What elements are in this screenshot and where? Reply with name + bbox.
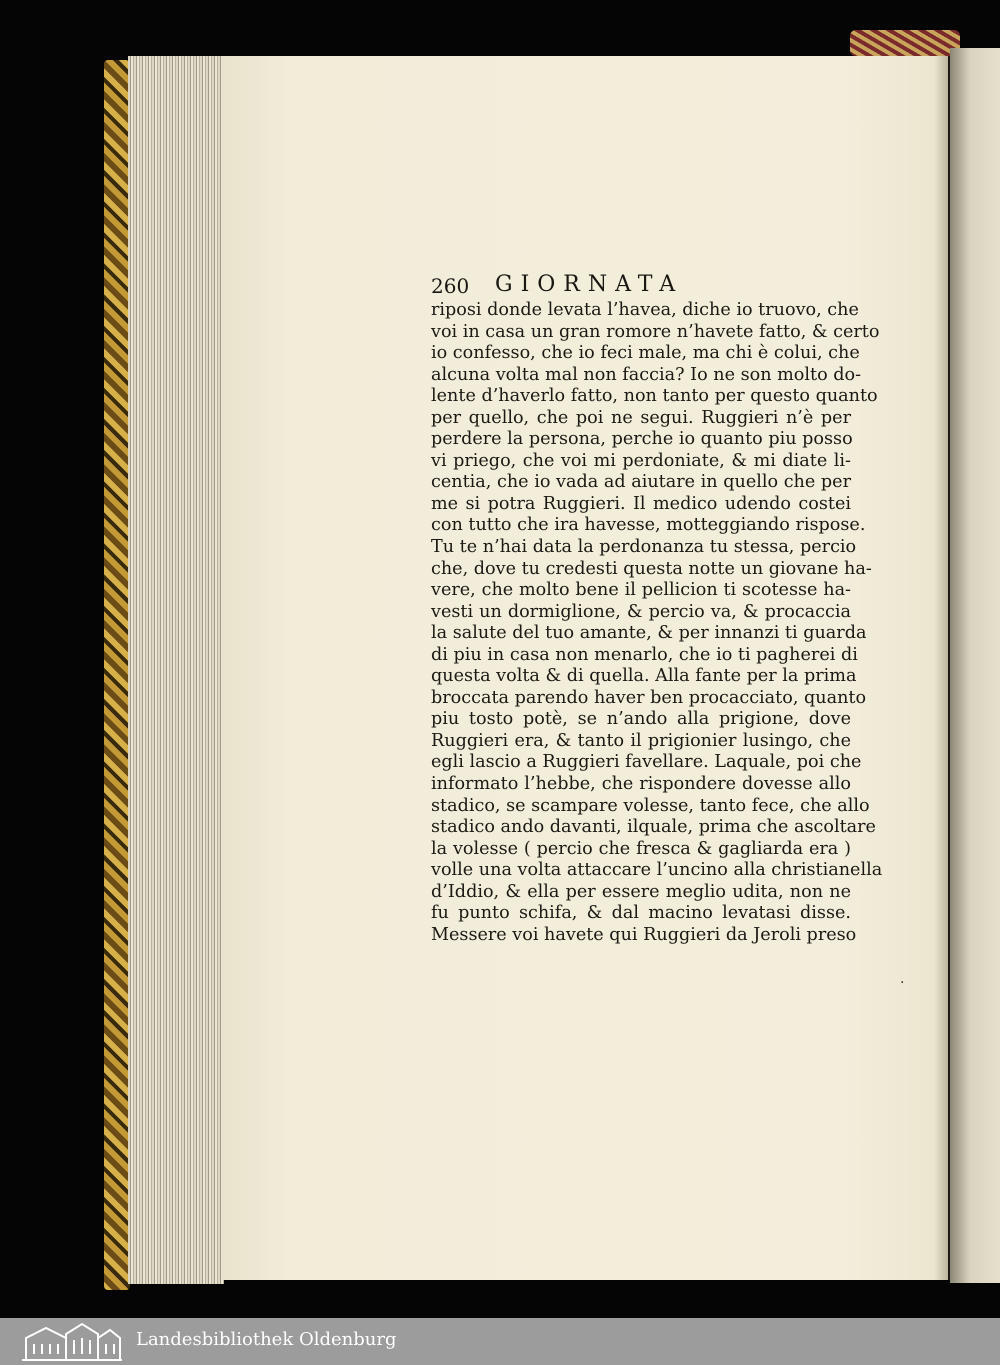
- text-line: d’Iddio, & ella per essere meglio udita, non ne: [431, 881, 851, 902]
- text-line: Tu te n’hai data la perdonanza tu stessa, percio: [431, 537, 857, 558]
- text-line: egli lascio a Ruggieri favellare. Laquale, poi che: [431, 752, 862, 773]
- text-line: piu tosto potè, se n’ando alla prigione, dove: [431, 709, 851, 730]
- library-building-icon: [20, 1320, 124, 1362]
- text-line: alcuna volta mal non faccia? Io ne son molto do-: [431, 364, 862, 385]
- text-line: vere, che molto bene il pellicion ti scotesse ha-: [431, 580, 851, 601]
- text-line: volle una volta attaccare l’uncino alla christianella: [431, 860, 883, 881]
- body-text: [431, 300, 883, 946]
- page-number: 260: [431, 274, 470, 298]
- text-line: per quello, che poi ne segui. Ruggieri n’è per: [431, 407, 851, 428]
- text-line: vesti un dormiglione, & percio va, & procaccia: [431, 601, 851, 622]
- text-line: voi in casa un gran romore n’havete fatto, & certo: [431, 321, 880, 342]
- text-line: stadico, se scampare volesse, tanto fece, che allo: [431, 795, 870, 816]
- text-line: vi priego, che voi mi perdoniate, & mi diate li-: [431, 450, 851, 471]
- text-line: che, dove tu credesti questa notte un giovane ha-: [431, 558, 872, 579]
- text-line: la salute del tuo amante, & per innanzi ti guarda: [431, 623, 867, 644]
- gilded-spine: [104, 60, 130, 1290]
- text-line: fu punto schifa, & dal macino levatasi disse.: [431, 903, 851, 924]
- page-gutter-shadow: [934, 56, 950, 1280]
- footer-bar: [0, 1318, 1000, 1365]
- text-line: stadico ando davanti, ilquale, prima che ascoltare: [431, 817, 876, 838]
- page-header: [431, 272, 831, 300]
- text-line: perdere la persona, perche io quanto piu posso: [431, 429, 853, 450]
- text-line: Ruggieri era, & tanto il prigionier lusingo, che: [431, 730, 851, 751]
- text-line: di piu in casa non menarlo, che io ti pagherei di: [431, 644, 858, 665]
- text-line: me si potra Ruggieri. Il medico udendo costei: [431, 493, 851, 514]
- text-line: lente d’haverlo fatto, non tanto per questo quanto: [431, 386, 878, 407]
- ink-dot: ·: [900, 975, 905, 991]
- text-line: Messere voi havete qui Ruggieri da Jeroli preso: [431, 924, 857, 945]
- text-line: con tutto che ira havesse, motteggiando rispose.: [431, 515, 866, 536]
- text-line: io confesso, che io feci male, ma chi è colui, che: [431, 343, 860, 364]
- running-head: GIORNATA: [495, 272, 684, 297]
- text-line: informato l’hebbe, che rispondere dovesse allo: [431, 774, 851, 795]
- binding-ornament: [850, 30, 960, 56]
- library-name: Landesbibliothek Oldenburg: [136, 1329, 397, 1350]
- text-line: broccata parendo haver ben procacciato, quanto: [431, 687, 867, 708]
- page-edges: [128, 56, 224, 1284]
- facing-page-edge: [950, 48, 1000, 1283]
- text-line: centia, che io vada ad aiutare in quello che per: [431, 472, 851, 493]
- text-line: riposi donde levata l’havea, diche io truovo, che: [431, 300, 859, 320]
- text-line: questa volta & di quella. Alla fante per la prima: [431, 666, 857, 687]
- text-line: la volesse ( percio che fresca & gagliarda era ): [431, 838, 851, 859]
